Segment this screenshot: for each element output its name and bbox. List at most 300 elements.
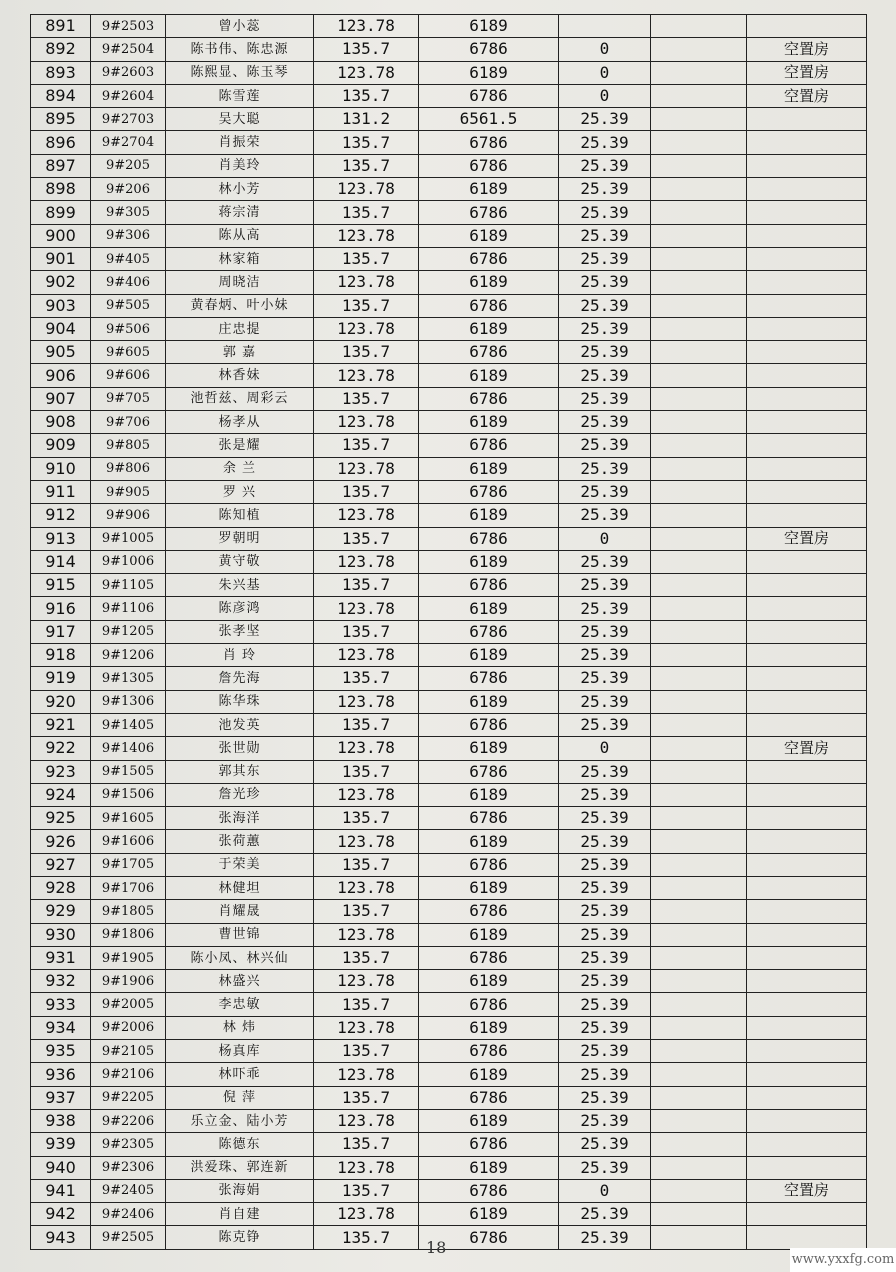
amount-cell: 6189 (419, 923, 559, 946)
row-number-cell: 940 (31, 1156, 91, 1179)
owner-name-cell: 洪爱珠、郭连新 (166, 1156, 314, 1179)
blank-cell (651, 923, 747, 946)
room-number-cell: 9#1205 (91, 620, 166, 643)
amount-cell: 6786 (419, 620, 559, 643)
room-number-cell: 9#205 (91, 154, 166, 177)
rate-cell: 0 (559, 84, 651, 107)
row-number-cell: 904 (31, 317, 91, 340)
owner-name-cell: 林小芳 (166, 178, 314, 201)
row-number-cell: 924 (31, 783, 91, 806)
row-number-cell: 901 (31, 247, 91, 270)
row-number-cell: 932 (31, 970, 91, 993)
rate-cell: 25.39 (559, 1086, 651, 1109)
rate-cell: 25.39 (559, 900, 651, 923)
amount-cell: 6189 (419, 1109, 559, 1132)
amount-cell: 6189 (419, 1203, 559, 1226)
row-number-cell: 931 (31, 946, 91, 969)
rate-cell: 25.39 (559, 644, 651, 667)
rate-cell: 25.39 (559, 434, 651, 457)
area-cell: 123.78 (314, 15, 419, 38)
owner-name-cell: 张荷蕙 (166, 830, 314, 853)
note-cell (747, 970, 867, 993)
row-number-cell: 933 (31, 993, 91, 1016)
owner-name-cell: 黄春炳、叶小妹 (166, 294, 314, 317)
room-number-cell: 9#1805 (91, 900, 166, 923)
table-row (31, 15, 867, 38)
rate-cell: 25.39 (559, 1109, 651, 1132)
note-cell (747, 434, 867, 457)
row-number-cell: 899 (31, 201, 91, 224)
amount-cell: 6189 (419, 876, 559, 899)
owner-name-cell: 蒋宗清 (166, 201, 314, 224)
note-cell (747, 1156, 867, 1179)
note-cell (747, 1133, 867, 1156)
blank-cell (651, 644, 747, 667)
note-cell (747, 1109, 867, 1132)
rate-cell: 0 (559, 38, 651, 61)
blank-cell (651, 900, 747, 923)
blank-cell (651, 178, 747, 201)
note-cell (747, 644, 867, 667)
blank-cell (651, 480, 747, 503)
table-row (31, 504, 867, 527)
table-row (31, 550, 867, 573)
blank-cell (651, 690, 747, 713)
room-number-cell: 9#2206 (91, 1109, 166, 1132)
owner-name-cell: 张海娟 (166, 1179, 314, 1202)
table-row (31, 1086, 867, 1109)
row-number-cell: 926 (31, 830, 91, 853)
room-number-cell: 9#2505 (91, 1226, 166, 1250)
area-cell: 135.7 (314, 993, 419, 1016)
amount-cell: 6189 (419, 271, 559, 294)
rate-cell: 25.39 (559, 364, 651, 387)
row-number-cell: 921 (31, 713, 91, 736)
amount-cell: 6786 (419, 1179, 559, 1202)
note-cell (747, 131, 867, 154)
room-number-cell: 9#1105 (91, 574, 166, 597)
amount-cell: 6189 (419, 970, 559, 993)
owner-name-cell: 李忠敏 (166, 993, 314, 1016)
row-number-cell: 934 (31, 1016, 91, 1039)
note-cell (747, 1226, 867, 1250)
room-number-cell: 9#2603 (91, 61, 166, 84)
amount-cell: 6786 (419, 900, 559, 923)
amount-cell: 6786 (419, 527, 559, 550)
rate-cell (559, 15, 651, 38)
note-cell: 空置房 (747, 527, 867, 550)
owner-name-cell: 陈雪莲 (166, 84, 314, 107)
blank-cell (651, 667, 747, 690)
rate-cell: 25.39 (559, 946, 651, 969)
row-number-cell: 941 (31, 1179, 91, 1202)
area-cell: 123.78 (314, 271, 419, 294)
area-cell: 135.7 (314, 1040, 419, 1063)
table-row (31, 1109, 867, 1132)
rate-cell: 25.39 (559, 1016, 651, 1039)
area-cell: 135.7 (314, 84, 419, 107)
blank-cell (651, 597, 747, 620)
table-row (31, 667, 867, 690)
rate-cell: 25.39 (559, 993, 651, 1016)
blank-cell (651, 411, 747, 434)
row-number-cell: 912 (31, 504, 91, 527)
rate-cell: 25.39 (559, 574, 651, 597)
note-cell (747, 923, 867, 946)
row-number-cell: 908 (31, 411, 91, 434)
table-row (31, 108, 867, 131)
blank-cell (651, 434, 747, 457)
owner-name-cell: 张世勋 (166, 737, 314, 760)
row-number-cell: 910 (31, 457, 91, 480)
room-number-cell: 9#1006 (91, 550, 166, 573)
blank-cell (651, 620, 747, 643)
row-number-cell: 919 (31, 667, 91, 690)
table-row (31, 364, 867, 387)
blank-cell (651, 15, 747, 38)
room-number-cell: 9#2305 (91, 1133, 166, 1156)
room-number-cell: 9#2205 (91, 1086, 166, 1109)
table-row (31, 993, 867, 1016)
amount-cell: 6786 (419, 201, 559, 224)
owner-name-cell: 陈彦鸿 (166, 597, 314, 620)
amount-cell: 6786 (419, 38, 559, 61)
blank-cell (651, 853, 747, 876)
row-number-cell: 938 (31, 1109, 91, 1132)
owner-name-cell: 詹光珍 (166, 783, 314, 806)
area-cell: 123.78 (314, 1016, 419, 1039)
note-cell (747, 620, 867, 643)
amount-cell: 6786 (419, 946, 559, 969)
note-cell (747, 807, 867, 830)
rate-cell: 25.39 (559, 807, 651, 830)
blank-cell (651, 760, 747, 783)
owner-name-cell: 肖美玲 (166, 154, 314, 177)
table-row (31, 527, 867, 550)
owner-name-cell: 陈从高 (166, 224, 314, 247)
owner-name-cell: 陈知植 (166, 504, 314, 527)
amount-cell: 6189 (419, 224, 559, 247)
owner-name-cell: 林家箱 (166, 247, 314, 270)
row-number-cell: 916 (31, 597, 91, 620)
area-cell: 123.78 (314, 411, 419, 434)
owner-name-cell: 郭其东 (166, 760, 314, 783)
blank-cell (651, 830, 747, 853)
area-cell: 123.78 (314, 1063, 419, 1086)
amount-cell: 6189 (419, 690, 559, 713)
note-cell (747, 480, 867, 503)
rate-cell: 25.39 (559, 271, 651, 294)
note-cell (747, 597, 867, 620)
owner-name-cell: 罗朝明 (166, 527, 314, 550)
area-cell: 135.7 (314, 527, 419, 550)
room-number-cell: 9#1005 (91, 527, 166, 550)
blank-cell (651, 1086, 747, 1109)
owner-name-cell: 陈克铮 (166, 1226, 314, 1250)
room-number-cell: 9#1906 (91, 970, 166, 993)
room-number-cell: 9#2105 (91, 1040, 166, 1063)
row-number-cell: 913 (31, 527, 91, 550)
area-cell: 123.78 (314, 737, 419, 760)
watermark-text: www.yxxfg.com (790, 1248, 896, 1272)
note-cell (747, 387, 867, 410)
room-number-cell: 9#1905 (91, 946, 166, 969)
table-row (31, 900, 867, 923)
room-number-cell: 9#2006 (91, 1016, 166, 1039)
rate-cell: 0 (559, 1179, 651, 1202)
note-cell: 空置房 (747, 737, 867, 760)
owner-name-cell: 郭 嘉 (166, 341, 314, 364)
area-cell: 135.7 (314, 341, 419, 364)
table-row (31, 1133, 867, 1156)
room-number-cell: 9#805 (91, 434, 166, 457)
table-row (31, 480, 867, 503)
owner-name-cell: 林香妹 (166, 364, 314, 387)
area-cell: 135.7 (314, 1179, 419, 1202)
amount-cell: 6189 (419, 783, 559, 806)
rate-cell: 25.39 (559, 317, 651, 340)
table-row (31, 853, 867, 876)
amount-cell: 6786 (419, 131, 559, 154)
owner-name-cell: 陈熙显、陈玉琴 (166, 61, 314, 84)
area-cell: 135.7 (314, 247, 419, 270)
amount-cell: 6561.5 (419, 108, 559, 131)
blank-cell (651, 364, 747, 387)
table-row (31, 737, 867, 760)
amount-cell: 6786 (419, 807, 559, 830)
owner-name-cell: 池发英 (166, 713, 314, 736)
owner-name-cell: 张孝坚 (166, 620, 314, 643)
room-number-cell: 9#906 (91, 504, 166, 527)
room-number-cell: 9#2503 (91, 15, 166, 38)
row-number-cell: 930 (31, 923, 91, 946)
area-cell: 135.7 (314, 946, 419, 969)
blank-cell (651, 154, 747, 177)
area-cell: 135.7 (314, 201, 419, 224)
amount-cell: 6786 (419, 434, 559, 457)
blank-cell (651, 1226, 747, 1250)
amount-cell: 6189 (419, 737, 559, 760)
area-cell: 123.78 (314, 690, 419, 713)
area-cell: 135.7 (314, 294, 419, 317)
owner-name-cell: 林健坦 (166, 876, 314, 899)
rate-cell: 25.39 (559, 201, 651, 224)
area-cell: 135.7 (314, 1226, 419, 1250)
owner-name-cell: 肖自建 (166, 1203, 314, 1226)
row-number-cell: 937 (31, 1086, 91, 1109)
blank-cell (651, 341, 747, 364)
table-row (31, 224, 867, 247)
owner-name-cell: 黄守敬 (166, 550, 314, 573)
blank-cell (651, 713, 747, 736)
note-cell (747, 1016, 867, 1039)
blank-cell (651, 737, 747, 760)
room-number-cell: 9#1606 (91, 830, 166, 853)
owner-name-cell: 杨真库 (166, 1040, 314, 1063)
owner-name-cell: 罗 兴 (166, 480, 314, 503)
table-row (31, 247, 867, 270)
room-number-cell: 9#305 (91, 201, 166, 224)
table-row (31, 61, 867, 84)
blank-cell (651, 131, 747, 154)
note-cell (747, 946, 867, 969)
area-cell: 135.7 (314, 900, 419, 923)
amount-cell: 6786 (419, 154, 559, 177)
note-cell (747, 15, 867, 38)
area-cell: 123.78 (314, 457, 419, 480)
blank-cell (651, 807, 747, 830)
note-cell (747, 271, 867, 294)
room-number-cell: 9#706 (91, 411, 166, 434)
note-cell (747, 713, 867, 736)
table-row (31, 434, 867, 457)
amount-cell: 6189 (419, 504, 559, 527)
amount-cell: 6189 (419, 15, 559, 38)
rate-cell: 25.39 (559, 154, 651, 177)
area-cell: 123.78 (314, 1203, 419, 1226)
rate-cell: 25.39 (559, 178, 651, 201)
blank-cell (651, 574, 747, 597)
area-cell: 123.78 (314, 970, 419, 993)
rate-cell: 25.39 (559, 247, 651, 270)
note-cell (747, 900, 867, 923)
row-number-cell: 891 (31, 15, 91, 38)
note-cell (747, 760, 867, 783)
owner-name-cell: 陈德东 (166, 1133, 314, 1156)
rate-cell: 25.39 (559, 108, 651, 131)
amount-cell: 6786 (419, 247, 559, 270)
blank-cell (651, 108, 747, 131)
table-row (31, 178, 867, 201)
blank-cell (651, 1109, 747, 1132)
owner-name-cell: 倪 萍 (166, 1086, 314, 1109)
table-row (31, 946, 867, 969)
room-number-cell: 9#1106 (91, 597, 166, 620)
blank-cell (651, 1016, 747, 1039)
owner-name-cell: 陈书伟、陈忠源 (166, 38, 314, 61)
amount-cell: 6189 (419, 411, 559, 434)
table-row (31, 341, 867, 364)
rate-cell: 25.39 (559, 830, 651, 853)
room-number-cell: 9#1605 (91, 807, 166, 830)
rate-cell: 25.39 (559, 970, 651, 993)
amount-cell: 6786 (419, 1226, 559, 1250)
room-number-cell: 9#1306 (91, 690, 166, 713)
room-number-cell: 9#1506 (91, 783, 166, 806)
area-cell: 135.7 (314, 434, 419, 457)
blank-cell (651, 247, 747, 270)
area-cell: 123.78 (314, 1156, 419, 1179)
area-cell: 135.7 (314, 154, 419, 177)
room-number-cell: 9#506 (91, 317, 166, 340)
area-cell: 123.78 (314, 923, 419, 946)
note-cell: 空置房 (747, 38, 867, 61)
area-cell: 123.78 (314, 550, 419, 573)
row-number-cell: 929 (31, 900, 91, 923)
note-cell (747, 853, 867, 876)
room-number-cell: 9#2405 (91, 1179, 166, 1202)
row-number-cell: 897 (31, 154, 91, 177)
row-number-cell: 936 (31, 1063, 91, 1086)
row-number-cell: 917 (31, 620, 91, 643)
blank-cell (651, 317, 747, 340)
table-row (31, 1156, 867, 1179)
owner-name-cell: 张是耀 (166, 434, 314, 457)
blank-cell (651, 876, 747, 899)
rate-cell: 25.39 (559, 923, 651, 946)
table-row (31, 783, 867, 806)
amount-cell: 6786 (419, 1040, 559, 1063)
note-cell: 空置房 (747, 84, 867, 107)
rate-cell: 0 (559, 737, 651, 760)
blank-cell (651, 457, 747, 480)
area-cell: 123.78 (314, 1109, 419, 1132)
owner-name-cell: 池哲兹、周彩云 (166, 387, 314, 410)
owner-name-cell: 朱兴基 (166, 574, 314, 597)
table-row (31, 1179, 867, 1202)
area-cell: 135.7 (314, 667, 419, 690)
row-number-cell: 905 (31, 341, 91, 364)
note-cell (747, 457, 867, 480)
amount-cell: 6786 (419, 341, 559, 364)
room-number-cell: 9#2406 (91, 1203, 166, 1226)
row-number-cell: 906 (31, 364, 91, 387)
row-number-cell: 925 (31, 807, 91, 830)
blank-cell (651, 201, 747, 224)
rate-cell: 25.39 (559, 1063, 651, 1086)
blank-cell (651, 504, 747, 527)
owner-name-cell: 曹世锦 (166, 923, 314, 946)
owner-name-cell: 张海洋 (166, 807, 314, 830)
note-cell (747, 341, 867, 364)
area-cell: 123.78 (314, 61, 419, 84)
blank-cell (651, 970, 747, 993)
blank-cell (651, 224, 747, 247)
room-number-cell: 9#1806 (91, 923, 166, 946)
room-number-cell: 9#306 (91, 224, 166, 247)
table-row (31, 923, 867, 946)
rate-cell: 25.39 (559, 341, 651, 364)
row-number-cell: 914 (31, 550, 91, 573)
note-cell (747, 247, 867, 270)
room-number-cell: 9#2704 (91, 131, 166, 154)
note-cell (747, 783, 867, 806)
note-cell (747, 224, 867, 247)
rate-cell: 25.39 (559, 620, 651, 643)
table-row (31, 876, 867, 899)
rate-cell: 25.39 (559, 1040, 651, 1063)
amount-cell: 6786 (419, 1086, 559, 1109)
amount-cell: 6786 (419, 713, 559, 736)
area-cell: 135.7 (314, 574, 419, 597)
owner-name-cell: 肖振荣 (166, 131, 314, 154)
amount-cell: 6189 (419, 1156, 559, 1179)
row-number-cell: 939 (31, 1133, 91, 1156)
blank-cell (651, 946, 747, 969)
rate-cell: 25.39 (559, 550, 651, 573)
room-number-cell: 9#406 (91, 271, 166, 294)
rate-cell: 25.39 (559, 1203, 651, 1226)
note-cell (747, 108, 867, 131)
row-number-cell: 915 (31, 574, 91, 597)
row-number-cell: 918 (31, 644, 91, 667)
rate-cell: 25.39 (559, 713, 651, 736)
note-cell (747, 294, 867, 317)
note-cell (747, 154, 867, 177)
blank-cell (651, 1179, 747, 1202)
table-row (31, 970, 867, 993)
row-number-cell: 892 (31, 38, 91, 61)
